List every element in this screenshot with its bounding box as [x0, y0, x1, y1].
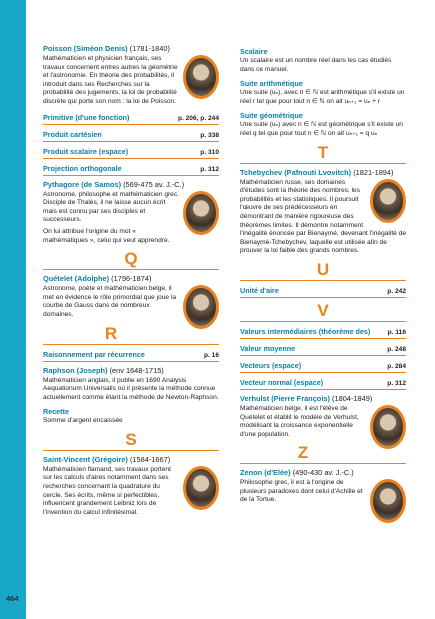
index-label: Valeur moyenne	[240, 343, 296, 353]
index-row[interactable]	[240, 285, 406, 298]
portrait-pythagore	[183, 191, 219, 235]
entry-dates: (569-475 av. J.-C.)	[123, 179, 185, 189]
entry-scalaire	[240, 47, 406, 74]
section-divider	[240, 280, 406, 281]
index-page: p. 242	[387, 287, 406, 295]
index-page: p. 338	[200, 131, 219, 139]
entry-text: Mathématicien et physicien français, ses travaux concernent entres autres la géométrie et l'astronomie. En théorie des probabilités, il introduit dans ses Recherches sur la probabilité des jugements, la loi de probabilité discrète qui porte son nom : la loi de Poisson.	[43, 55, 178, 105]
entry-verhulst	[240, 394, 406, 439]
entry-heading	[43, 44, 219, 54]
entry-dates: (1781-1840)	[129, 44, 170, 53]
entry-text: Mathématicien russe, ses domaines d'études sont la théorie des nombres, les probabilités et les statistiques. Il poursuit l'œuvre de ses prédécesseurs en démontrant de manière rigoureuse des théorèmes limites. Il démontre notamment l'inégalité énoncée par Bienaymé, devenant l'inégalité de Bienaymé-Tchebychev, laquelle est utilisée afin de prouver la loi faible des grands nombres.	[240, 178, 407, 255]
index-row[interactable]	[43, 349, 219, 362]
entry-name: Tchebychev (Pafnouti Lvovitch)	[240, 167, 352, 177]
section-divider	[43, 269, 219, 270]
index-label: Vecteurs (espace)	[240, 360, 302, 370]
index-label: Produit scalaire (espace)	[43, 146, 129, 156]
entry-quetelet	[43, 274, 219, 319]
section-letter-q: Q	[124, 249, 138, 269]
entry-text: Mathématicien belge, il est l'élève de Quételet et établit le modèle de Verhulst, modélisant la croissance exponentielle d'une population.	[240, 404, 359, 438]
index-page: p. 116	[387, 328, 406, 336]
definition-title: Suite géométrique	[240, 111, 303, 121]
entry-dates: (1804-1849)	[332, 393, 373, 403]
entry-saint-vincent	[43, 455, 219, 518]
portrait-tchebychev	[370, 179, 406, 223]
definition-text: Une suite (uₙ) avec n ∈ ℕ est géométrique s'il existe un réel q tel que pour tout n ∈ ℕ on ait uₙ₊₁ = q uₙ	[240, 121, 403, 137]
index-label: Vecteur normal (espace)	[240, 377, 324, 387]
index-row[interactable]	[240, 360, 406, 373]
index-page: p. 206, p. 244	[177, 114, 219, 122]
entry-dates: (1821-1894)	[353, 167, 394, 177]
page-number: 464	[6, 594, 19, 603]
index-page: p. 312	[200, 165, 219, 173]
index-page: p. 16	[203, 351, 219, 359]
entry-text: Mathématicien flamand, ses travaux portent sur les calculs d'aires notamment dans ses recherches concernant la quadrature du cercle. Ses écrits, même si perfectibles, influencent grandement Leibniz lors de l'invention du calcul infinitésimal.	[43, 465, 171, 516]
entry-text: Astronome, philosophe et mathématicien grec. Disciple de Thalès, il ne laisse aucun écrit mais est connu par ses disciples et successeurs.	[43, 190, 179, 224]
index-label: Projection orthogonale	[43, 163, 122, 173]
entry-name: Verhulst (Pierre François)	[240, 393, 330, 403]
definition-text: Une suite (uₙ), avec n ∈ ℕ est arithmétique s'il existe un réel r tel que pour tout n ∈ ℕ on ait uₙ₊₁ = uₙ + r	[240, 89, 405, 105]
section-letter-z: Z	[297, 443, 309, 463]
left-column	[43, 44, 219, 522]
portrait-poisson	[183, 55, 219, 99]
entry-pythagore	[43, 180, 219, 246]
entry-tchebychev	[240, 168, 406, 256]
entry-heading	[240, 394, 406, 404]
entry-raphson	[43, 366, 219, 403]
definition-text: Somme d'argent encaissée	[43, 417, 123, 425]
refs-p	[43, 112, 219, 176]
portrait-saint-vincent	[183, 466, 219, 510]
entry-name: Zenon (d'Elée)	[240, 468, 291, 478]
index-row[interactable]	[43, 129, 219, 142]
entry-text: On lui attribue l'origine du mot « mathématiques », celui qui veut apprendre.	[43, 227, 170, 244]
right-column	[240, 44, 406, 525]
index-label: Valeurs intermédiaires (théorème des)	[240, 326, 371, 336]
entry-dates: (1584-1667)	[129, 454, 171, 464]
entry-text: Philosophe grec, il est à l'origine de plusieurs paradoxes dont celui d'Achille et de la Tortue.	[240, 479, 363, 504]
definition-title: Scalaire	[240, 47, 268, 56]
entry-zenon	[240, 468, 406, 505]
definition-title: Suite arithmétique	[240, 79, 303, 89]
index-row[interactable]	[240, 343, 406, 356]
index-label: Produit cartésien	[43, 129, 102, 139]
entry-suite-arithmetique	[240, 79, 406, 106]
entry-dates: (1796-1874)	[111, 274, 152, 284]
definition-text: Un scalaire est un nombre réel dans les cas étudiés dans ce manuel.	[240, 57, 392, 73]
section-divider	[43, 450, 219, 451]
entry-recette	[43, 407, 219, 426]
entry-text: Mathématicien anglais, il publie en 1690 Analysis Aequationum Universalis où il présente la méthode connue actuellement comme étant la méthode de Newton-Raphson.	[43, 376, 219, 401]
section-divider	[240, 463, 406, 464]
entry-heading	[43, 366, 219, 376]
section-letter-t: T	[317, 142, 329, 162]
portrait-quetelet	[183, 285, 219, 329]
entry-heading	[240, 168, 406, 178]
index-row[interactable]	[240, 377, 406, 390]
section-divider	[43, 344, 219, 345]
section-letter-u: U	[316, 259, 330, 279]
entry-name: Raphson (Joseph)	[43, 365, 108, 375]
entry-dates: (env 1648-1715)	[109, 365, 164, 375]
index-label: Raisonnement par récurrence	[43, 349, 145, 359]
section-divider	[240, 321, 406, 322]
index-label: Unité d'aire	[240, 285, 279, 295]
entry-heading	[43, 455, 219, 465]
index-page: p. 310	[200, 148, 219, 156]
index-row[interactable]	[43, 112, 219, 125]
section-divider	[240, 163, 406, 164]
index-row[interactable]	[240, 326, 406, 339]
entry-poisson	[43, 44, 219, 107]
index-label: Primitive (d'une fonction)	[43, 112, 130, 122]
entry-heading	[43, 180, 219, 190]
index-page: p. 248	[387, 345, 406, 353]
entry-name: Poisson (Siméon Denis)	[43, 44, 128, 53]
entry-heading	[43, 274, 219, 284]
side-color-bar	[0, 0, 26, 619]
entry-name: Saint-Vincent (Grégoire)	[43, 454, 128, 464]
entry-heading	[240, 468, 406, 478]
index-page: p. 284	[387, 362, 406, 370]
entry-name: Quételet (Adolphe)	[43, 274, 110, 284]
portrait-zenon	[370, 479, 406, 523]
section-letter-v: V	[317, 300, 329, 320]
portrait-verhulst	[370, 405, 406, 449]
index-row[interactable]	[43, 146, 219, 159]
entry-text: Astronome, poète et mathématicien belge, il met en évidence le rôle primordial que joue la courbe de Gauss dans de nombreux domaines.	[43, 285, 177, 318]
definition-title: Recette	[43, 407, 69, 417]
section-letter-r: R	[104, 323, 118, 343]
entry-name: Pythagore (de Samos)	[43, 179, 122, 189]
index-row[interactable]	[43, 163, 219, 176]
entry-suite-geometrique	[240, 111, 406, 138]
entry-dates: (490-430 av. J.-C.)	[292, 468, 354, 478]
index-page: p. 312	[387, 379, 406, 387]
section-letter-s: S	[125, 429, 137, 449]
